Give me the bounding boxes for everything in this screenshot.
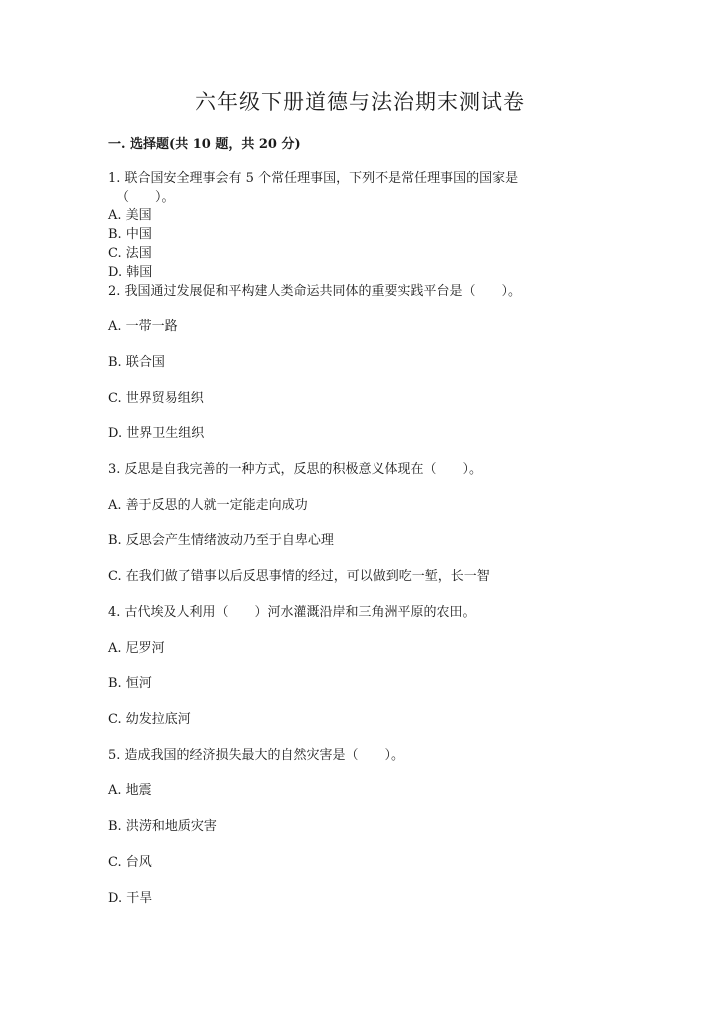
question-5-option-b: B. 洪涝和地质灾害 — [108, 819, 217, 834]
section-heading: 一. 选择题(共 10 题，共 20 分) — [108, 137, 301, 152]
question-3-option-a: A. 善于反思的人就一定能走向成功 — [108, 498, 308, 513]
question-1-option-b: B. 中国 — [108, 227, 152, 242]
question-1-option-d: D. 韩国 — [108, 265, 153, 280]
question-4-option-b: B. 恒河 — [108, 676, 152, 691]
question-1-option-c: C. 法国 — [108, 246, 152, 261]
question-4-option-a: A. 尼罗河 — [108, 641, 165, 656]
question-5-stem: 5. 造成我国的经济损失最大的自然灾害是（ ）。 — [108, 748, 405, 763]
question-1-stem: 1. 联合国安全理事会有 5 个常任理事国，下列不是常任理事国的国家是 — [108, 171, 519, 186]
question-3-option-b: B. 反思会产生情绪波动乃至于自卑心理 — [108, 533, 334, 548]
question-2-option-a: A. 一带一路 — [108, 319, 178, 334]
question-3-option-c: C. 在我们做了错事以后反思事情的经过，可以做到吃一堑，长一智 — [108, 569, 490, 584]
question-2-option-c: C. 世界贸易组织 — [108, 391, 204, 406]
question-2-stem: 2. 我国通过发展促和平构建人类命运共同体的重要实践平台是（ ）。 — [108, 284, 522, 299]
question-5-option-c: C. 台风 — [108, 855, 152, 870]
question-4-option-c: C. 幼发拉底河 — [108, 712, 191, 727]
question-1-stem-continued: （ ）。 — [116, 190, 175, 205]
question-5-option-d: D. 干旱 — [108, 891, 153, 906]
page-title: 六年级下册道德与法治期末测试卷 — [195, 90, 525, 114]
question-3-stem: 3. 反思是自我完善的一种方式，反思的积极意义体现在（ ）。 — [108, 462, 483, 477]
question-5-option-a: A. 地震 — [108, 783, 152, 798]
question-1-option-a: A. 美国 — [108, 208, 152, 223]
question-2-option-b: B. 联合国 — [108, 355, 165, 370]
question-4-stem: 4. 古代埃及人利用（ ）河水灌溉沿岸和三角洲平原的农田。 — [108, 605, 476, 620]
question-2-option-d: D. 世界卫生组织 — [108, 426, 205, 441]
